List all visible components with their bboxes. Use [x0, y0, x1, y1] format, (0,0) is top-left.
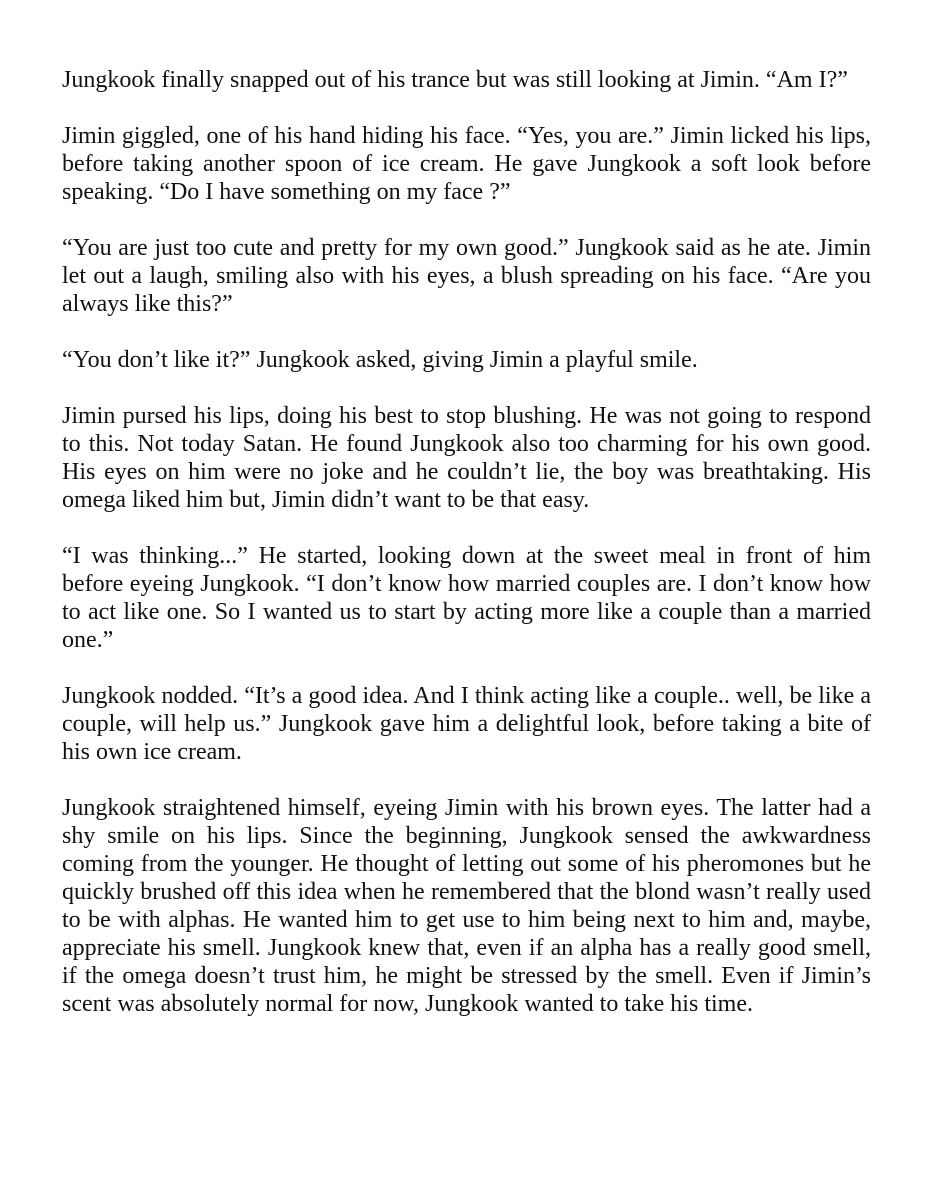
paragraph-3: “You are just too cute and pretty for my own good.” Jungkook said as he ate. Jimin let out a laugh, smiling also with his eyes, a blush spreading on his face. “Are you always like this?”: [62, 235, 871, 317]
paragraph-1: Jungkook finally snapped out of his trance but was still looking at Jimin. “Am I?”: [62, 67, 848, 93]
paragraph-2: Jimin giggled, one of his hand hiding his face. “Yes, you are.” Jimin licked his lips, before taking another spoon of ice cream. He gave Jungkook a soft look before speaking. “Do I have something on my face ?”: [62, 123, 871, 205]
paragraph-8: Jungkook straightened himself, eyeing Jimin with his brown eyes. The latter had a shy smile on his lips. Since the beginning, Jungkook sensed the awkwardness coming from the younger. He thought of letting out some of his pheromones but he quickly brushed off this idea when he remembered that the blond wasn’t really used to be with alphas. He wanted him to get use to him being next to him and, maybe, appreciate his smell. Jungkook knew that, even if an alpha has a really good smell, if the omega doesn’t trust him, he might be stressed by the smell. Even if Jimin’s scent was absolutely normal for now, Jungkook wanted to take his time.: [62, 795, 871, 1017]
story-text: [62, 66, 871, 1018]
paragraph-5: Jimin pursed his lips, doing his best to stop blushing. He was not going to respond to this. Not today Satan. He found Jungkook also too charming for his own good. His eyes on him were no joke and he couldn’t lie, the boy was breathtaking. His omega liked him but, Jimin didn’t want to be that easy.: [62, 403, 871, 513]
paragraph-6: “I was thinking...” He started, looking down at the sweet meal in front of him before eyeing Jungkook. “I don’t know how married couples are. I don’t know how to act like one. So I wanted us to start by acting more like a couple than a married one.”: [62, 543, 871, 653]
paragraph-7: Jungkook nodded. “It’s a good idea. And I think acting like a couple.. well, be like a couple, will help us.” Jungkook gave him a delightful look, before taking a bite of his own ice cream.: [62, 683, 871, 765]
paragraph-4: “You don’t like it?” Jungkook asked, giving Jimin a playful smile.: [62, 347, 698, 373]
